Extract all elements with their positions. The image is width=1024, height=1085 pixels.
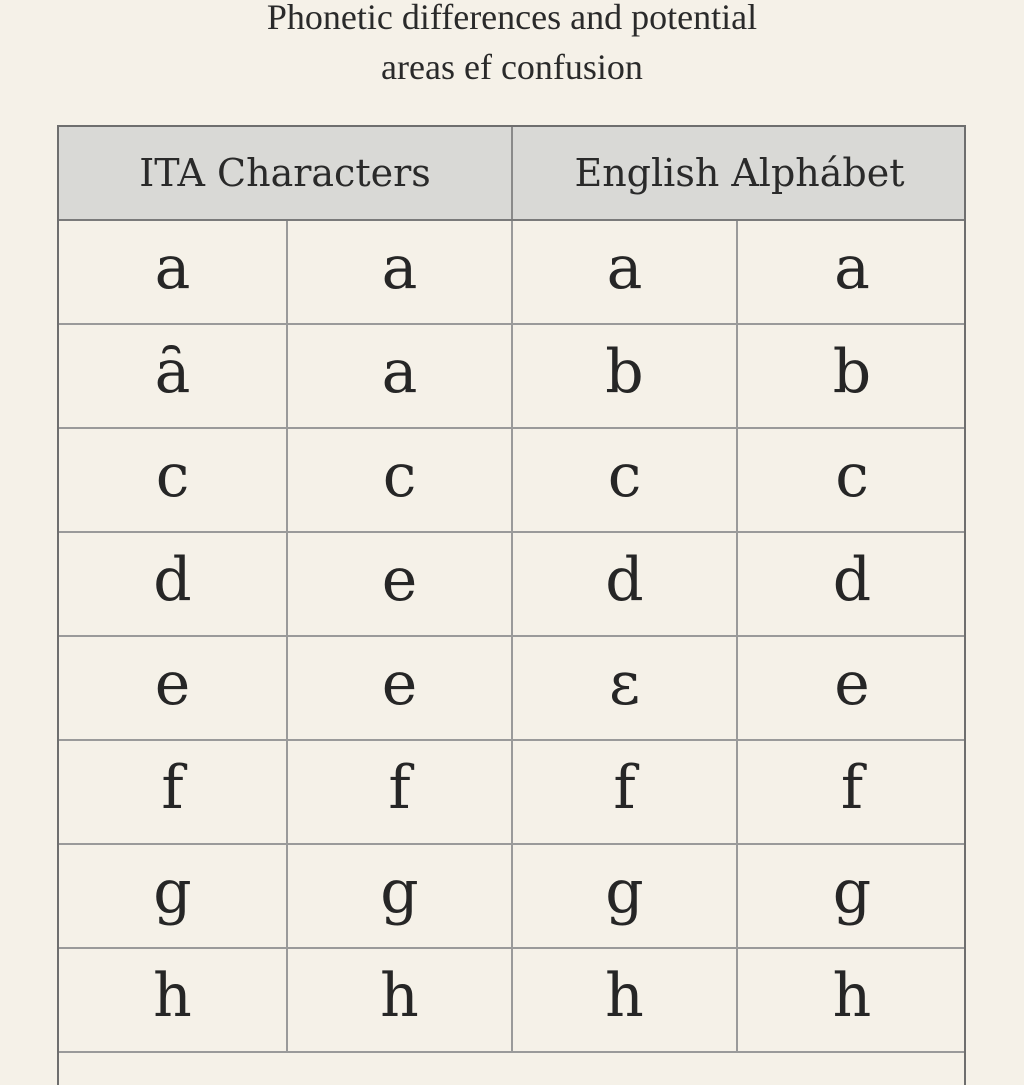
table-cell: f xyxy=(59,741,288,843)
table-cell: g xyxy=(513,845,738,947)
table-cell: ȃ xyxy=(59,325,288,427)
table-header-row xyxy=(59,127,964,221)
table-cell: e xyxy=(59,637,288,739)
table-cell: a xyxy=(59,221,288,323)
table-cell: f xyxy=(288,741,513,843)
table-cell: e xyxy=(288,533,513,635)
table-cell: e xyxy=(834,649,870,719)
table-cell: d xyxy=(513,533,738,635)
table-row xyxy=(59,221,964,325)
table-cell: a xyxy=(288,221,513,323)
table-cell: h xyxy=(288,949,513,1051)
table-cell: h xyxy=(832,961,872,1031)
table-cell: c xyxy=(835,441,869,511)
table-cell: f xyxy=(840,753,864,823)
page-title-line-2: areas ef confusion xyxy=(381,47,643,87)
table-cell: h xyxy=(59,949,288,1051)
table-cell: h xyxy=(513,949,738,1051)
table-row xyxy=(59,949,964,1053)
table-row xyxy=(59,741,964,845)
table-cell: f xyxy=(513,741,738,843)
header-ita-characters: ITA Characters xyxy=(59,127,513,219)
page-title-line-1: Phonetic differences and potential xyxy=(266,0,758,37)
table-cell: d xyxy=(59,533,288,635)
table-cell: c xyxy=(288,429,513,531)
table-row xyxy=(59,429,964,533)
table-cell: ɛ xyxy=(513,637,738,739)
table-cell: g xyxy=(288,845,513,947)
table-cell: a xyxy=(513,221,738,323)
header-english-alphabet: English Alphábet xyxy=(574,151,905,195)
comparison-table xyxy=(57,125,966,1085)
table-cell: c xyxy=(513,429,738,531)
table-row xyxy=(59,325,964,429)
table-cell: b xyxy=(832,337,872,407)
table-row xyxy=(59,845,964,949)
table-cell: b xyxy=(513,325,738,427)
table-cell: a xyxy=(288,325,513,427)
table-cell: g xyxy=(59,845,288,947)
table-cell: d xyxy=(832,545,872,615)
table-row xyxy=(59,637,964,741)
table-cell: g xyxy=(832,857,872,927)
table-cell: e xyxy=(288,637,513,739)
table-cell: a xyxy=(834,233,870,303)
table-row xyxy=(59,533,964,637)
table-cell: c xyxy=(59,429,288,531)
